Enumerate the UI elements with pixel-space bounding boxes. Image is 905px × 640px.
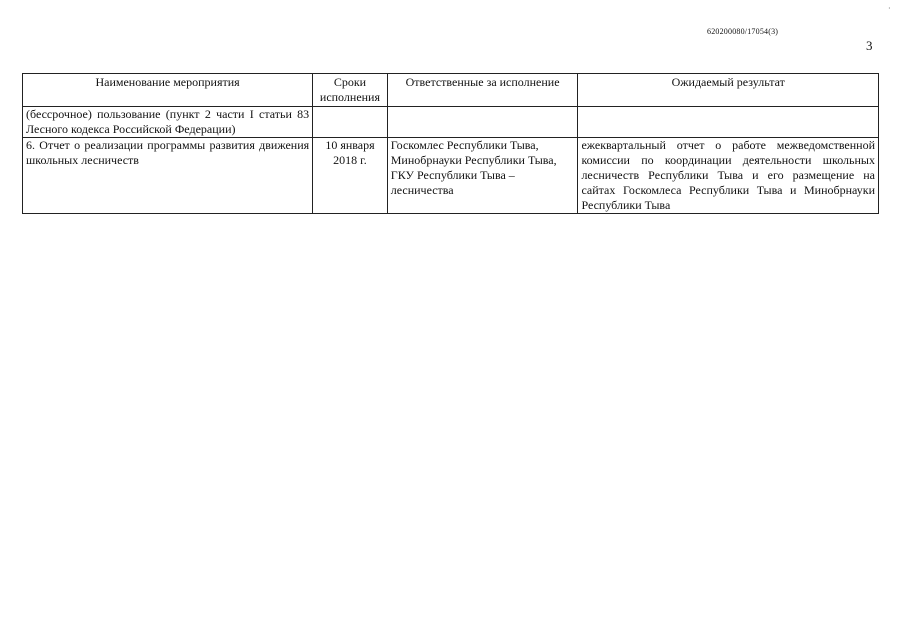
cell-deadline: 10 января 2018 г. bbox=[313, 138, 388, 214]
document-id: 620200080/17054(3) bbox=[707, 27, 779, 36]
cell-responsible bbox=[387, 107, 578, 138]
cell-name: (бессрочное) пользование (пункт 2 части I статьи 83 Лесного кодекса Российской Федерации) bbox=[23, 107, 313, 138]
page-number: 3 bbox=[866, 38, 873, 53]
cell-name: 6. Отчет о реализации программы развития движения школьных лесничеств bbox=[23, 138, 313, 214]
table-row bbox=[23, 107, 879, 138]
column-header-name: Наименование мероприятия bbox=[23, 74, 313, 107]
table-header-row bbox=[23, 74, 879, 107]
table-row bbox=[23, 138, 879, 214]
cell-deadline bbox=[313, 107, 388, 138]
column-header-responsible: Ответственные за исполнение bbox=[387, 74, 578, 107]
column-header-result: Ожидаемый результат bbox=[578, 74, 879, 107]
column-header-deadline: Сроки исполнения bbox=[313, 74, 388, 107]
cell-result bbox=[578, 107, 879, 138]
cell-result: ежеквартальный отчет о работе межведомственной комиссии по координации деятельности школьных лесничеств Республики Тыва и его размещение на сайтах Госкомлеса Республики Тыва и Минобрнауки Республики Тыва bbox=[578, 138, 879, 214]
cell-responsible: Госкомлес Республики Тыва, Минобрнауки Республики Тыва, ГКУ Республики Тыва – лесничества bbox=[387, 138, 578, 214]
corner-mark: · bbox=[888, 4, 891, 13]
events-table bbox=[22, 73, 879, 214]
